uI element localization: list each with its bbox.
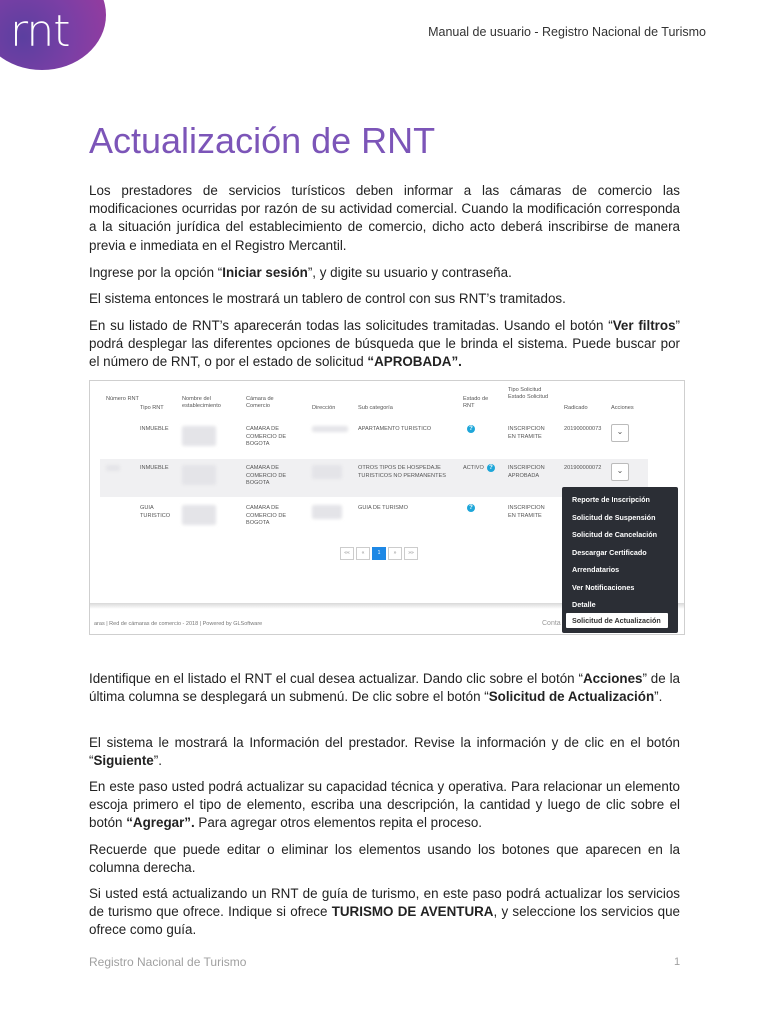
- bold-siguiente: Siguiente: [93, 753, 154, 769]
- row1-radicado: 201900000073: [564, 426, 602, 432]
- row3-estado: INSCRIPCION EN TRAMITE: [508, 505, 545, 519]
- row2-name-redacted: [182, 465, 216, 485]
- row1-address-redacted: [312, 426, 348, 432]
- row3-camara: CAMARA DE COMERCIO DE BOGOTA: [246, 505, 287, 526]
- row3-subcategoria: GUIA DE TURISMO: [358, 505, 408, 511]
- page-number: 1: [674, 956, 681, 968]
- row2-radicado: 201900000072: [564, 465, 602, 471]
- row2-number-redacted: [106, 465, 120, 471]
- pagination: [340, 547, 418, 559]
- header-estado-solicitud: Tipo Solicitud Estado Solicitud: [508, 387, 549, 400]
- header-direccion: Dirección: [312, 405, 336, 411]
- actions-button[interactable]: ⌄: [611, 463, 629, 481]
- rnt-logo: [0, 0, 106, 70]
- help-icon[interactable]: ?: [487, 464, 495, 472]
- row1-subcategoria: APARTAMENTO TURISTICO: [358, 426, 432, 432]
- pager-prev[interactable]: «: [356, 547, 370, 560]
- row1-camara: CAMARA DE COMERCIO DE BOGOTA: [246, 426, 287, 447]
- actions-dropdown-menu: [562, 487, 678, 633]
- help-icon[interactable]: ?: [467, 425, 475, 433]
- menu-item-solicitud-suspension[interactable]: Solicitud de Suspensión: [572, 513, 656, 522]
- paragraph-guia: Si usted está actualizando un RNT de guía de turismo, en este paso podrá actualizar los servicios de turismo que ofrece. Indique si ofrece TURISMO DE AVENTURA, y seleccione los servicios que ofrece como guía.: [89, 886, 680, 938]
- paragraph-capacidad: En este paso usted podrá actualizar su capacidad técnica y operativa. Para relacionar un elemento escoja primero el tipo de elemento, escriba una descripción, la cantidad y luego de clic sobre el botón “Agregar”. Para agregar otros elementos repita el proceso.: [89, 779, 680, 831]
- row2-address-redacted: [312, 465, 342, 479]
- pager-next[interactable]: »: [388, 547, 402, 560]
- page-title: Actualización de RNT: [89, 120, 436, 161]
- row1-tipo: INMUEBLE: [140, 426, 169, 432]
- bold-aprobada: “APROBADA”.: [367, 354, 462, 370]
- row2-tipo: INMUEBLE: [140, 465, 169, 471]
- footer-title: Registro Nacional de Turismo: [89, 955, 247, 969]
- header-estado-rnt: Estado de RNT: [463, 396, 489, 409]
- row2-subcategoria: OTROS TIPOS DE HOSPEDAJE TURISTICOS NO PERMANENTES: [358, 465, 446, 479]
- pager-first[interactable]: ««: [340, 547, 354, 560]
- paragraph-acciones: Identifique en el listado el RNT el cual desea actualizar. Dando clic sobre el botón “Acciones” de la última columna se desplegará un submenú. De clic sobre el botón “Solicitud de Actualización”.: [89, 671, 680, 705]
- row3-tipo: GUIA TURISTICO: [140, 505, 171, 519]
- bold-agregar: “Agregar”.: [126, 815, 195, 831]
- pager-last[interactable]: »»: [404, 547, 418, 560]
- menu-item-descargar-certificado[interactable]: Descargar Certificado: [572, 548, 647, 557]
- menu-item-solicitud-actualizacion[interactable]: Solicitud de Actualización: [566, 613, 668, 628]
- row1-estado: INSCRIPCION EN TRAMITE: [508, 426, 545, 440]
- row3-name-redacted: [182, 505, 216, 525]
- menu-item-reporte-inscripcion[interactable]: Reporte de Inscripción: [572, 495, 650, 504]
- paragraph-editar: Recuerde que puede editar o eliminar los elementos usando los botones que aparecen en la columna derecha.: [89, 842, 680, 876]
- paragraph-intro: Los prestadores de servicios turísticos deben informar a las cámaras de comercio las modificaciones ocurridas por razón de su actividad comercial. Cuando la modificación corresponda a la situación jurídica del establecimiento de comercio, dicho acto deberá inscribirse de manera previa e inmediata en el Registro Mercantil.: [89, 183, 680, 253]
- row3-address-redacted: [312, 505, 342, 519]
- header-numero: Número RNT: [106, 396, 139, 402]
- screenshot-contact: Conta: [542, 620, 561, 627]
- menu-item-solicitud-cancelacion[interactable]: Solicitud de Cancelación: [572, 530, 658, 539]
- help-icon[interactable]: ?: [467, 504, 475, 512]
- actions-button[interactable]: ⌄: [611, 424, 629, 442]
- header-title: Manual de usuario - Registro Nacional de Turismo: [428, 25, 706, 39]
- paragraph-dashboard: El sistema entonces le mostrará un tablero de control con sus RNT’s tramitados.: [89, 291, 566, 306]
- row1-name-redacted: [182, 426, 216, 446]
- bold-solicitud-actualizacion: Solicitud de Actualización: [488, 689, 655, 705]
- header-radicado: Radicado: [564, 405, 588, 411]
- row2-estado-rnt: ACTIVO: [463, 465, 484, 471]
- header-tipo: Tipo RNT: [140, 405, 164, 411]
- paragraph-siguiente: El sistema le mostrará la Información del prestador. Revise la información y de clic en el botón “Siguiente”.: [89, 735, 680, 769]
- embedded-screenshot: [89, 380, 685, 635]
- bold-iniciar-sesion: Iniciar sesión: [222, 265, 308, 280]
- bold-acciones: Acciones: [582, 671, 643, 686]
- header-subcategoria: Sub categoría: [358, 405, 393, 411]
- menu-item-arrendatarios[interactable]: Arrendatarios: [572, 565, 620, 574]
- menu-item-detalle[interactable]: Detalle: [572, 600, 596, 609]
- row2-camara: CAMARA DE COMERCIO DE BOGOTA: [246, 465, 287, 486]
- logo-text: rnt: [10, 6, 70, 57]
- paragraph-filters: En su listado de RNT’s aparecerán todas las solicitudes tramitadas. Usando el botón “Ver filtros” podrá desplegar las diferentes opciones de búsqueda que le brinda el sistema. Puede buscar por el número de RNT, o por el estado de solicitud “APROBADA”.: [89, 318, 680, 370]
- paragraph-login: Ingrese por la opción “Iniciar sesión”, y digite su usuario y contraseña.: [89, 265, 512, 280]
- row2-estado: INSCRIPCION APROBADA: [508, 465, 545, 479]
- pager-page-1[interactable]: 1: [372, 547, 386, 560]
- header-camara: Cámara de Comercio: [246, 396, 274, 409]
- header-nombre: Nombre del establecimiento: [182, 396, 221, 409]
- header-acciones: Acciones: [611, 405, 634, 411]
- bold-turismo-aventura: TURISMO DE AVENTURA: [331, 904, 494, 920]
- bold-ver-filtros: Ver filtros: [612, 318, 676, 333]
- menu-item-ver-notificaciones[interactable]: Ver Notificaciones: [572, 583, 635, 592]
- screenshot-footer: aras | Red de cámaras de comercio - 2018 | Powered by GLSoftware: [94, 621, 263, 627]
